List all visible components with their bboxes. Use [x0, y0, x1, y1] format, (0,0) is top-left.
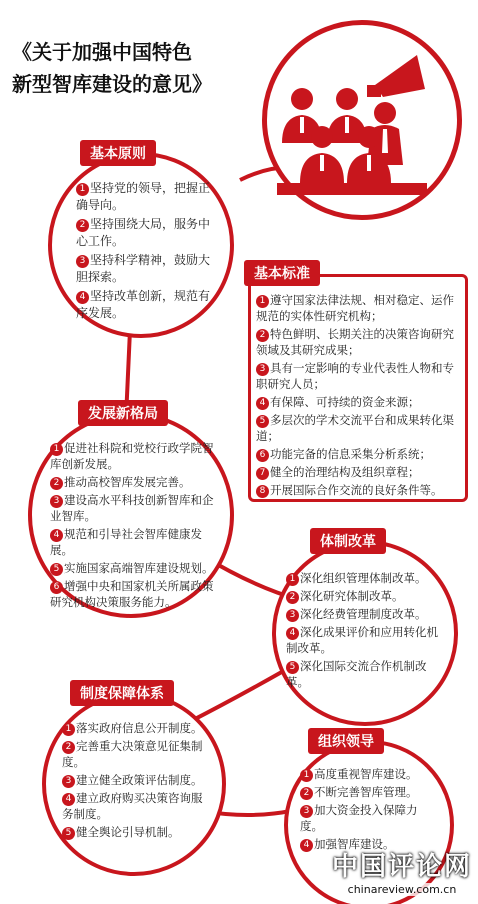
watermark — [332, 846, 472, 896]
basic-principles-tag: 基本原则 — [80, 140, 156, 166]
list-item: 2 不断完善智库管理。 — [300, 784, 436, 800]
illustration-circle — [262, 20, 462, 220]
basic-principles-list — [76, 180, 216, 324]
list-item: 3 加大资金投入保障力度。 — [300, 803, 418, 833]
list-item: 5 深化国际交流合作机制改革。 — [286, 659, 427, 689]
list-item: 5 多层次的学术交流平台和成果转化渠道； — [256, 413, 454, 443]
list-item: 2 推动高校智库发展完善。 — [50, 474, 218, 490]
watermark-url: chinareview.com.cn — [332, 883, 472, 896]
list-item: 3 建设高水平科技创新智库和企业智库。 — [50, 493, 214, 523]
list-item: 3 具有一定影响的专业代表性人物和专职研究人员； — [256, 361, 454, 391]
list-item: 2 深化研究体制改革。 — [286, 588, 446, 604]
list-item: 1 促进社科院和党校行政学院智库创新发展。 — [50, 441, 214, 471]
list-item: 6 增强中央和国家机关所属政策研究机构决策服务能力。 — [50, 579, 214, 609]
development-tag: 发展新格局 — [78, 400, 168, 426]
list-item: 4 坚持改革创新，规范有序发展。 — [76, 289, 211, 320]
guarantee-list — [62, 720, 212, 842]
list-item: 7 健全的治理结构及组织章程； — [256, 464, 462, 480]
list-item: 2 完善重大决策意见征集制度。 — [62, 739, 203, 769]
list-item: 2 特色鲜明、长期关注的决策咨询研究领域及其研究成果； — [256, 327, 454, 357]
list-item: 4 加强智库建设。 — [300, 836, 436, 852]
list-item: 2 坚持围绕大局，服务中心工作。 — [76, 217, 211, 248]
guarantee-tag: 制度保障体系 — [70, 680, 174, 706]
list-item: 5 实施国家高端智库建设规划。 — [50, 560, 218, 576]
title-line-1: 《关于加强中国特色 — [12, 40, 192, 64]
leadership-list — [300, 766, 436, 854]
basic-standards-list — [256, 292, 462, 500]
list-item: 4 规范和引导社会智库健康发展。 — [50, 527, 202, 557]
basic-standards-tag: 基本标准 — [244, 260, 320, 286]
list-item: 1 高度重视智库建设。 — [300, 766, 436, 782]
list-item: 1 落实政府信息公开制度。 — [62, 720, 212, 736]
list-item: 6 功能完备的信息采集分析系统； — [256, 446, 462, 462]
page-title — [12, 36, 252, 100]
list-item: 4 建立政府购买决策咨询服务制度。 — [62, 791, 203, 821]
leadership-tag: 组织领导 — [308, 728, 384, 754]
list-item: 8 开展国际合作交流的良好条件等。 — [256, 482, 462, 498]
list-item: 1 遵守国家法律法规、相对稳定、运作规范的实体性研究机构； — [256, 293, 454, 323]
list-item: 5 健全舆论引导机制。 — [62, 824, 212, 840]
list-item: 4 深化成果评价和应用转化机制改革。 — [286, 625, 438, 655]
list-item: 3 深化经费管理制度改革。 — [286, 606, 446, 622]
list-item: 4 有保障、可持续的资金来源； — [256, 394, 462, 410]
title-line-2: 新型智库建设的意见》 — [12, 72, 212, 96]
reform-tag: 体制改革 — [310, 528, 386, 554]
list-item: 1 深化组织管理体制改革。 — [286, 570, 446, 586]
think-tank-people-icon — [267, 25, 457, 215]
list-item: 3 建立健全政策评估制度。 — [62, 772, 212, 788]
development-list — [50, 440, 218, 612]
watermark-logo: 中国评论网 — [331, 852, 472, 882]
list-item: 1 坚持党的领导，把握正确导向。 — [76, 181, 211, 212]
reform-list — [286, 570, 446, 692]
list-item: 3 坚持科学精神，鼓励大胆探索。 — [76, 253, 211, 284]
